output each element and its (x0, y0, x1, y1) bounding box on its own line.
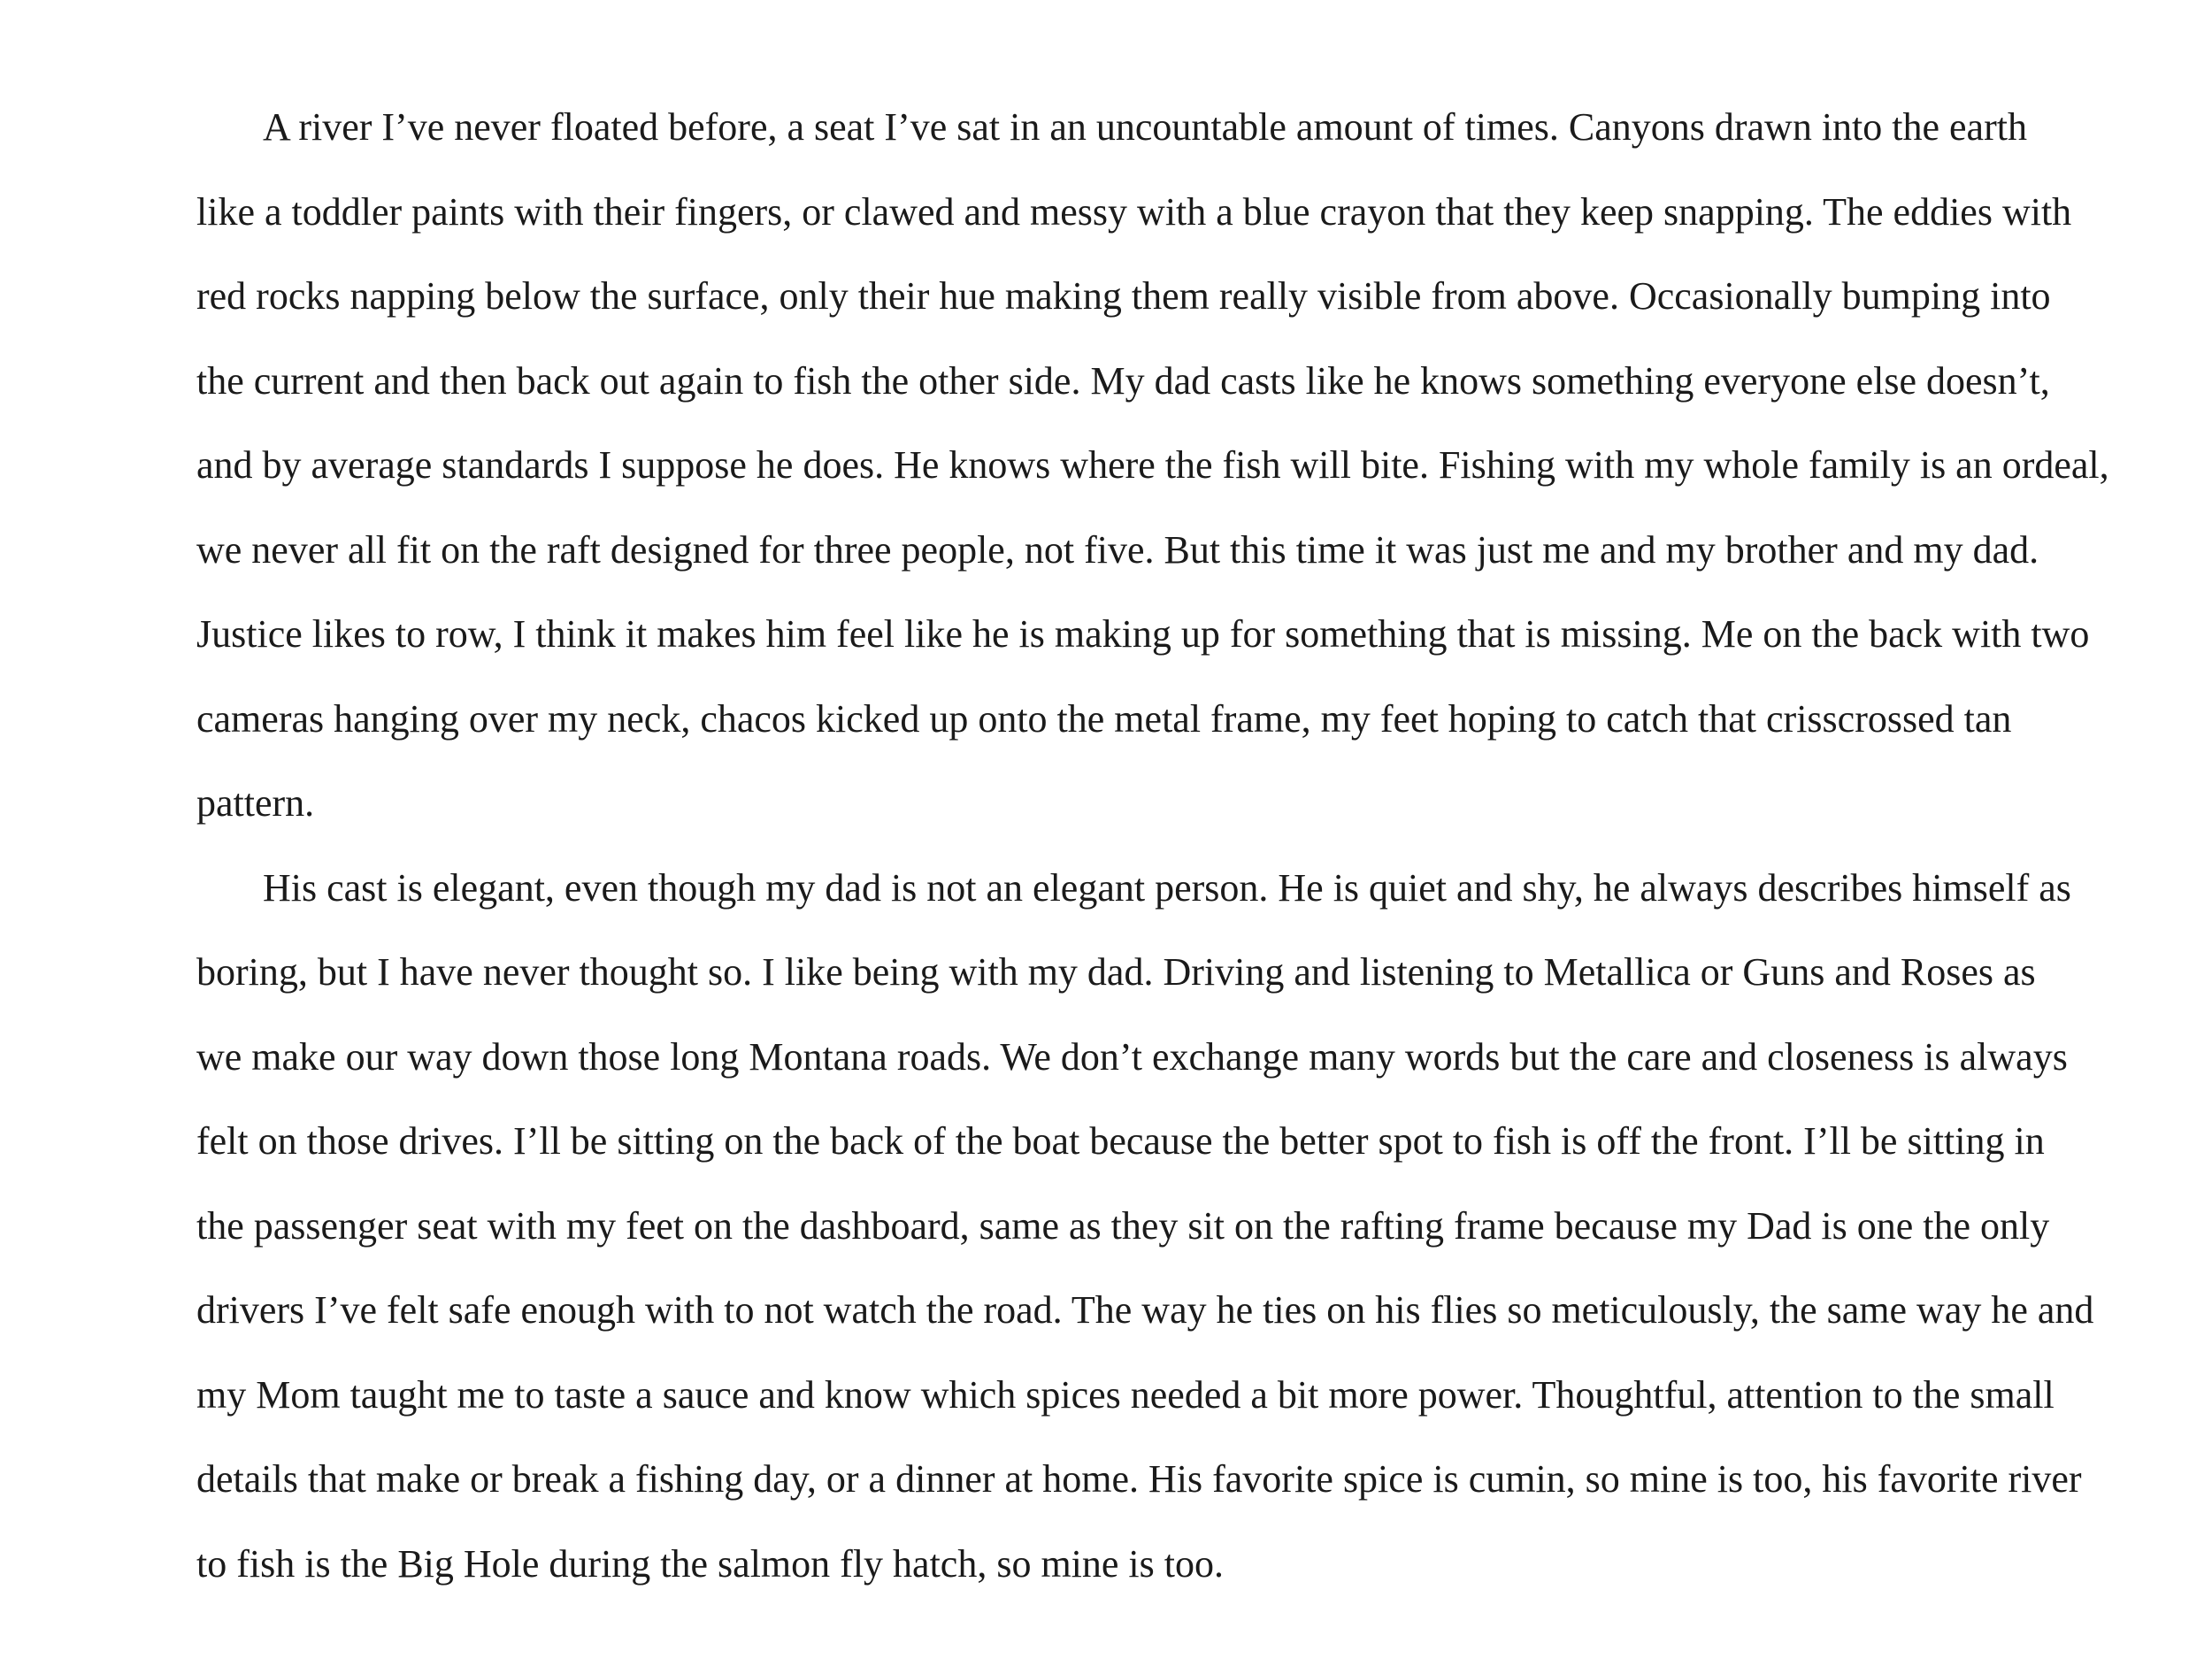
paragraph-line: cameras hanging over my neck, chacos kicked up onto the metal frame, my feet hoping to catch that crisscrossed tan (196, 696, 2012, 741)
paragraph-line: like a toddler paints with their fingers, or clawed and messy with a blue crayon that they keep snapping. The eddies with (196, 189, 2072, 234)
paragraph-line: we never all fit on the raft designed for three people, not five. But this time it was just me and my brother and my dad. (196, 527, 2039, 572)
paragraph-line: His cast is elegant, even though my dad is not an elegant person. He is quiet and shy, he always describes himself as (263, 865, 2071, 910)
paragraph-line: to fish is the Big Hole during the salmon fly hatch, so mine is too. (196, 1541, 1224, 1586)
paragraph-line: details that make or break a fishing day, or a dinner at home. His favorite spice is cumin, so mine is too, his favorite river (196, 1457, 2082, 1501)
paragraph-line: felt on those drives. I’ll be sitting on the back of the boat because the better spot to fish is off the front. I’ll be sitting in (196, 1119, 2045, 1163)
paragraph-line: A river I’ve never floated before, a seat I’ve sat in an uncountable amount of times. Canyons drawn into the earth (263, 105, 2027, 149)
paragraph-line: drivers I’ve felt safe enough with to not watch the road. The way he ties on his flies so meticulously, the same way he and (196, 1288, 2094, 1332)
paragraph-line: the current and then back out again to fish the other side. My dad casts like he knows something everyone else doesn’t, (196, 358, 2050, 403)
document-body (196, 85, 2109, 1606)
paragraph-line: and by average standards I suppose he does. He knows where the fish will bite. Fishing with my whole family is an ordeal, (196, 443, 2109, 487)
paragraph-1 (196, 85, 2109, 846)
paragraph-2 (196, 846, 2094, 1607)
paragraph-line: the passenger seat with my feet on the dashboard, same as they sit on the rafting frame because my Dad is one the only (196, 1203, 2050, 1248)
paragraph-line: Justice likes to row, I think it makes him feel like he is making up for something that is missing. Me on the back with two (196, 612, 2090, 656)
paragraph-line: boring, but I have never thought so. I like being with my dad. Driving and listening to Metallica or Guns and Roses as (196, 950, 2036, 994)
paragraph-line: my Mom taught me to taste a sauce and know which spices needed a bit more power. Thoughtful, attention to the small (196, 1372, 2055, 1417)
paragraph-line: we make our way down those long Montana roads. We don’t exchange many words but the care and closeness is always (196, 1034, 2068, 1079)
paragraph-line: red rocks napping below the surface, only their hue making them really visible from above. Occasionally bumping into (196, 274, 2051, 318)
paragraph-line: pattern. (196, 781, 315, 825)
